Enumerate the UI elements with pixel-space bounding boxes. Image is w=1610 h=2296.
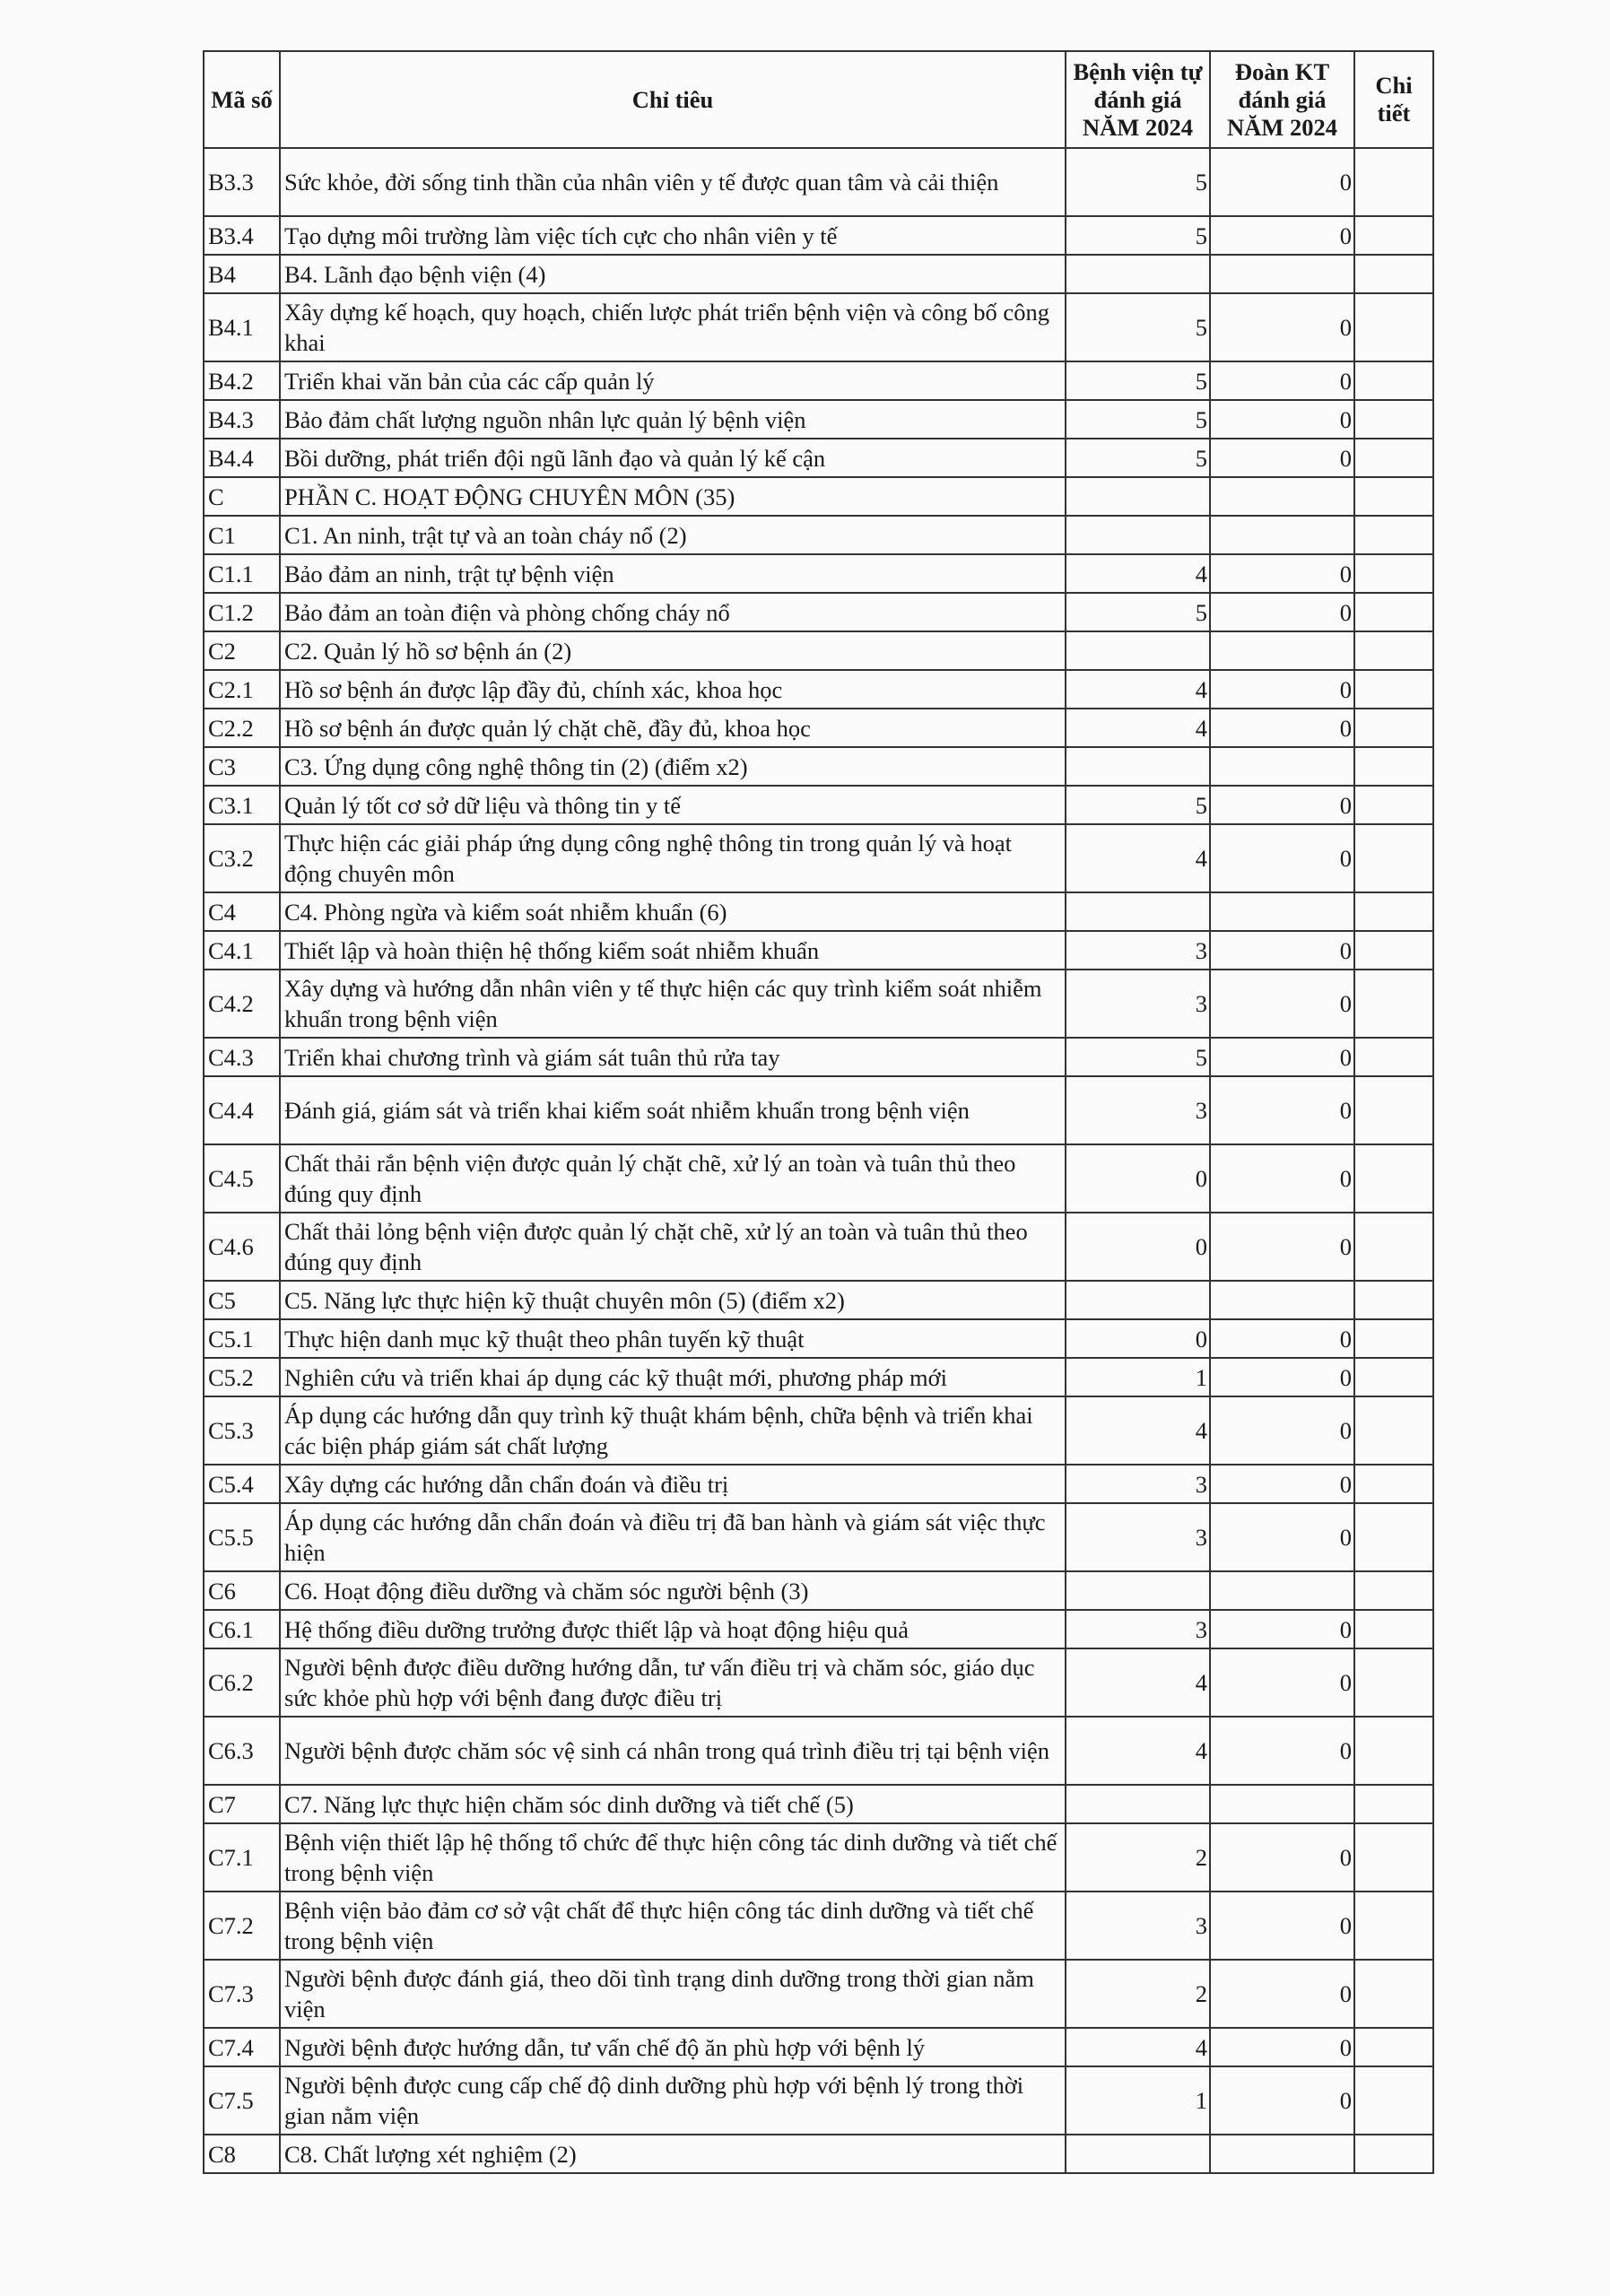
row-code: C6.3: [204, 1717, 280, 1785]
table-row: [204, 670, 1433, 709]
row-benh-vien-score: 3: [1066, 1465, 1210, 1503]
row-name: Hồ sơ bệnh án được quản lý chặt chẽ, đầy đủ, khoa học: [280, 709, 1066, 747]
row-doan-kt-score: 0: [1210, 1144, 1354, 1213]
row-chi-tiet: [1354, 1892, 1433, 1960]
row-doan-kt-score: 0: [1210, 824, 1354, 892]
row-chi-tiet: [1354, 400, 1433, 439]
row-chi-tiet: [1354, 554, 1433, 593]
table-row: [204, 400, 1433, 439]
row-name: Người bệnh được đánh giá, theo dõi tình trạng dinh dưỡng trong thời gian nằm viện: [280, 1960, 1066, 2028]
row-chi-tiet: [1354, 2066, 1433, 2135]
row-doan-kt-score: 0: [1210, 786, 1354, 824]
table-row: [204, 1610, 1433, 1648]
table-row: [204, 1648, 1433, 1717]
row-chi-tiet: [1354, 2135, 1433, 2173]
row-name: Bảo đảm an toàn điện và phòng chống cháy nổ: [280, 593, 1066, 631]
row-chi-tiet: [1354, 1571, 1433, 1610]
row-doan-kt-score: [1210, 1571, 1354, 1610]
row-name: Bệnh viện thiết lập hệ thống tổ chức để thực hiện công tác dinh dưỡng và tiết chế trong bệnh viện: [280, 1823, 1066, 1892]
row-code: C4.2: [204, 970, 280, 1038]
row-doan-kt-score: 0: [1210, 439, 1354, 477]
table-row: [204, 1960, 1433, 2028]
row-doan-kt-score: [1210, 747, 1354, 786]
row-doan-kt-score: 0: [1210, 554, 1354, 593]
row-benh-vien-score: 5: [1066, 786, 1210, 824]
table-row: [204, 148, 1433, 216]
row-doan-kt-score: 0: [1210, 1038, 1354, 1076]
row-doan-kt-score: 0: [1210, 2028, 1354, 2066]
row-doan-kt-score: 0: [1210, 593, 1354, 631]
row-chi-tiet: [1354, 1281, 1433, 1319]
row-benh-vien-score: 5: [1066, 439, 1210, 477]
header-doan-kt: Đoàn KT đánh giá NĂM 2024: [1210, 51, 1354, 148]
row-chi-tiet: [1354, 1213, 1433, 1281]
row-name: Chất thải rắn bệnh viện được quản lý chặt chẽ, xử lý an toàn và tuân thủ theo đúng quy định: [280, 1144, 1066, 1213]
row-benh-vien-score: 0: [1066, 1213, 1210, 1281]
row-name: PHẦN C. HOẠT ĐỘNG CHUYÊN MÔN (35): [280, 477, 1066, 516]
row-doan-kt-score: [1210, 255, 1354, 293]
row-chi-tiet: [1354, 631, 1433, 670]
table-row: [204, 255, 1433, 293]
row-code: B4.2: [204, 361, 280, 400]
row-code: C7.5: [204, 2066, 280, 2135]
row-chi-tiet: [1354, 1076, 1433, 1144]
table-row: [204, 1038, 1433, 1076]
row-benh-vien-score: [1066, 631, 1210, 670]
row-name: Thực hiện danh mục kỹ thuật theo phân tuyến kỹ thuật: [280, 1319, 1066, 1358]
row-doan-kt-score: [1210, 516, 1354, 554]
row-chi-tiet: [1354, 1610, 1433, 1648]
row-code: C: [204, 477, 280, 516]
row-name: Người bệnh được chăm sóc vệ sinh cá nhân trong quá trình điều trị tại bệnh viện: [280, 1717, 1066, 1785]
row-code: C4.1: [204, 931, 280, 970]
header-benh-vien: Bệnh viện tự đánh giá NĂM 2024: [1066, 51, 1210, 148]
table-row: [204, 631, 1433, 670]
row-code: C8: [204, 2135, 280, 2173]
row-code: B3.3: [204, 148, 280, 216]
row-doan-kt-score: 0: [1210, 2066, 1354, 2135]
row-doan-kt-score: 0: [1210, 1396, 1354, 1465]
evaluation-table: [203, 50, 1434, 2174]
table-row: [204, 2028, 1433, 2066]
row-name: Người bệnh được hướng dẫn, tư vấn chế độ ăn phù hợp với bệnh lý: [280, 2028, 1066, 2066]
row-doan-kt-score: 0: [1210, 1076, 1354, 1144]
table-row: [204, 786, 1433, 824]
row-chi-tiet: [1354, 477, 1433, 516]
table-row: [204, 1823, 1433, 1892]
row-code: C1.1: [204, 554, 280, 593]
row-code: C7.2: [204, 1892, 280, 1960]
row-chi-tiet: [1354, 1823, 1433, 1892]
row-chi-tiet: [1354, 255, 1433, 293]
row-chi-tiet: [1354, 516, 1433, 554]
row-code: C3.2: [204, 824, 280, 892]
row-doan-kt-score: 0: [1210, 970, 1354, 1038]
row-chi-tiet: [1354, 709, 1433, 747]
row-benh-vien-score: 5: [1066, 361, 1210, 400]
row-name: Xây dựng các hướng dẫn chẩn đoán và điều trị: [280, 1465, 1066, 1503]
row-code: C5.3: [204, 1396, 280, 1465]
row-benh-vien-score: [1066, 516, 1210, 554]
table-row: [204, 892, 1433, 931]
row-code: B3.4: [204, 216, 280, 255]
row-doan-kt-score: 0: [1210, 400, 1354, 439]
row-chi-tiet: [1354, 824, 1433, 892]
row-benh-vien-score: 0: [1066, 1144, 1210, 1213]
table-row: [204, 1717, 1433, 1785]
row-doan-kt-score: 0: [1210, 1892, 1354, 1960]
row-chi-tiet: [1354, 670, 1433, 709]
row-chi-tiet: [1354, 1465, 1433, 1503]
row-code: C7.4: [204, 2028, 280, 2066]
row-benh-vien-score: 4: [1066, 824, 1210, 892]
row-benh-vien-score: 5: [1066, 400, 1210, 439]
row-code: C4.4: [204, 1076, 280, 1144]
table-row: [204, 824, 1433, 892]
row-doan-kt-score: 0: [1210, 1465, 1354, 1503]
row-chi-tiet: [1354, 1396, 1433, 1465]
row-code: B4.3: [204, 400, 280, 439]
row-benh-vien-score: [1066, 1571, 1210, 1610]
row-name: Quản lý tốt cơ sở dữ liệu và thông tin y tế: [280, 786, 1066, 824]
row-doan-kt-score: 0: [1210, 1648, 1354, 1717]
row-code: B4.1: [204, 293, 280, 361]
row-doan-kt-score: [1210, 1281, 1354, 1319]
row-benh-vien-score: 3: [1066, 931, 1210, 970]
row-chi-tiet: [1354, 1319, 1433, 1358]
row-doan-kt-score: 0: [1210, 709, 1354, 747]
table-row: [204, 747, 1433, 786]
row-doan-kt-score: 0: [1210, 1717, 1354, 1785]
table-row: [204, 1144, 1433, 1213]
row-benh-vien-score: 5: [1066, 216, 1210, 255]
row-chi-tiet: [1354, 970, 1433, 1038]
row-chi-tiet: [1354, 1717, 1433, 1785]
row-doan-kt-score: [1210, 1785, 1354, 1823]
row-doan-kt-score: 0: [1210, 1823, 1354, 1892]
row-chi-tiet: [1354, 1648, 1433, 1717]
row-code: C2: [204, 631, 280, 670]
row-code: C4.3: [204, 1038, 280, 1076]
row-name: Người bệnh được cung cấp chế độ dinh dưỡng phù hợp với bệnh lý trong thời gian nằm viện: [280, 2066, 1066, 2135]
table-row: [204, 516, 1433, 554]
row-benh-vien-score: [1066, 1785, 1210, 1823]
row-name: Áp dụng các hướng dẫn chẩn đoán và điều trị đã ban hành và giám sát việc thực hiện: [280, 1503, 1066, 1571]
row-name: Thực hiện các giải pháp ứng dụng công nghệ thông tin trong quản lý và hoạt động chuyên môn: [280, 824, 1066, 892]
row-code: C2.2: [204, 709, 280, 747]
row-code: C6.1: [204, 1610, 280, 1648]
row-chi-tiet: [1354, 439, 1433, 477]
row-name: Bảo đảm an ninh, trật tự bệnh viện: [280, 554, 1066, 593]
row-code: B4: [204, 255, 280, 293]
row-benh-vien-score: 4: [1066, 1396, 1210, 1465]
row-benh-vien-score: 4: [1066, 554, 1210, 593]
row-name: Bảo đảm chất lượng nguồn nhân lực quản lý bệnh viện: [280, 400, 1066, 439]
row-name: C8. Chất lượng xét nghiệm (2): [280, 2135, 1066, 2173]
row-chi-tiet: [1354, 1503, 1433, 1571]
table-row: [204, 2135, 1433, 2173]
row-chi-tiet: [1354, 216, 1433, 255]
table-row: [204, 477, 1433, 516]
row-code: C1: [204, 516, 280, 554]
row-name: Sức khỏe, đời sống tinh thần của nhân viên y tế được quan tâm và cải thiện: [280, 148, 1066, 216]
row-doan-kt-score: 0: [1210, 1358, 1354, 1396]
row-doan-kt-score: [1210, 477, 1354, 516]
row-chi-tiet: [1354, 786, 1433, 824]
header-ma-so: Mã số: [204, 51, 280, 148]
row-doan-kt-score: [1210, 2135, 1354, 2173]
row-benh-vien-score: [1066, 747, 1210, 786]
row-code: C3.1: [204, 786, 280, 824]
row-doan-kt-score: 0: [1210, 670, 1354, 709]
row-name: Đánh giá, giám sát và triển khai kiểm soát nhiễm khuẩn trong bệnh viện: [280, 1076, 1066, 1144]
row-doan-kt-score: 0: [1210, 931, 1354, 970]
table-row: [204, 1396, 1433, 1465]
row-chi-tiet: [1354, 361, 1433, 400]
row-name: Tạo dựng môi trường làm việc tích cực cho nhân viên y tế: [280, 216, 1066, 255]
table-row: [204, 1785, 1433, 1823]
table-row: [204, 593, 1433, 631]
table-row: [204, 293, 1433, 361]
row-chi-tiet: [1354, 593, 1433, 631]
row-benh-vien-score: [1066, 255, 1210, 293]
table-body: [204, 148, 1433, 2173]
row-doan-kt-score: 0: [1210, 1960, 1354, 2028]
row-name: C1. An ninh, trật tự và an toàn cháy nổ (2): [280, 516, 1066, 554]
row-chi-tiet: [1354, 1144, 1433, 1213]
table-row: [204, 1213, 1433, 1281]
row-code: C7.1: [204, 1823, 280, 1892]
row-benh-vien-score: 5: [1066, 293, 1210, 361]
row-code: C5.2: [204, 1358, 280, 1396]
table-row: [204, 709, 1433, 747]
table-row: [204, 216, 1433, 255]
table-row: [204, 1892, 1433, 1960]
row-name: C2. Quản lý hồ sơ bệnh án (2): [280, 631, 1066, 670]
row-benh-vien-score: 4: [1066, 2028, 1210, 2066]
row-doan-kt-score: [1210, 892, 1354, 931]
header-chi-tiet: Chi tiết: [1354, 51, 1433, 148]
row-name: C7. Năng lực thực hiện chăm sóc dinh dưỡng và tiết chế (5): [280, 1785, 1066, 1823]
row-name: Bồi dưỡng, phát triển đội ngũ lãnh đạo và quản lý kế cận: [280, 439, 1066, 477]
table-header: [204, 51, 1433, 148]
row-name: Nghiên cứu và triển khai áp dụng các kỹ thuật mới, phương pháp mới: [280, 1358, 1066, 1396]
row-code: C1.2: [204, 593, 280, 631]
row-code: C4: [204, 892, 280, 931]
row-name: Người bệnh được điều dưỡng hướng dẫn, tư vấn điều trị và chăm sóc, giáo dục sức khỏe phù hợp với bệnh đang được điều trị: [280, 1648, 1066, 1717]
row-benh-vien-score: 4: [1066, 709, 1210, 747]
row-code: C6: [204, 1571, 280, 1610]
row-benh-vien-score: 5: [1066, 148, 1210, 216]
row-code: C6.2: [204, 1648, 280, 1717]
row-name: C6. Hoạt động điều dưỡng và chăm sóc người bệnh (3): [280, 1571, 1066, 1610]
table-row: [204, 2066, 1433, 2135]
row-doan-kt-score: 0: [1210, 148, 1354, 216]
row-benh-vien-score: 2: [1066, 1960, 1210, 2028]
row-benh-vien-score: 3: [1066, 1503, 1210, 1571]
table-row: [204, 439, 1433, 477]
row-name: Hồ sơ bệnh án được lập đầy đủ, chính xác, khoa học: [280, 670, 1066, 709]
row-code: C4.6: [204, 1213, 280, 1281]
row-benh-vien-score: 3: [1066, 1610, 1210, 1648]
row-name: Áp dụng các hướng dẫn quy trình kỹ thuật khám bệnh, chữa bệnh và triển khai các biện pháp giám sát chất lượng: [280, 1396, 1066, 1465]
row-name: B4. Lãnh đạo bệnh viện (4): [280, 255, 1066, 293]
row-benh-vien-score: [1066, 2135, 1210, 2173]
table-row: [204, 361, 1433, 400]
row-benh-vien-score: 4: [1066, 670, 1210, 709]
row-doan-kt-score: 0: [1210, 1319, 1354, 1358]
row-doan-kt-score: 0: [1210, 293, 1354, 361]
row-benh-vien-score: 1: [1066, 2066, 1210, 2135]
row-code: C7: [204, 1785, 280, 1823]
row-chi-tiet: [1354, 931, 1433, 970]
row-code: C5.1: [204, 1319, 280, 1358]
row-name: Xây dựng và hướng dẫn nhân viên y tế thực hiện các quy trình kiểm soát nhiễm khuẩn trong bệnh viện: [280, 970, 1066, 1038]
row-name: C3. Ứng dụng công nghệ thông tin (2) (điểm x2): [280, 747, 1066, 786]
row-doan-kt-score: 0: [1210, 361, 1354, 400]
row-doan-kt-score: [1210, 631, 1354, 670]
row-name: Triển khai văn bản của các cấp quản lý: [280, 361, 1066, 400]
row-name: Bệnh viện bảo đảm cơ sở vật chất để thực hiện công tác dinh dưỡng và tiết chế trong bệnh viện: [280, 1892, 1066, 1960]
row-benh-vien-score: 5: [1066, 593, 1210, 631]
row-doan-kt-score: 0: [1210, 1213, 1354, 1281]
row-code: C5.5: [204, 1503, 280, 1571]
row-benh-vien-score: [1066, 1281, 1210, 1319]
table-row: [204, 1358, 1433, 1396]
table-row: [204, 1571, 1433, 1610]
row-benh-vien-score: 5: [1066, 1038, 1210, 1076]
row-code: B4.4: [204, 439, 280, 477]
row-code: C7.3: [204, 1960, 280, 2028]
row-benh-vien-score: 4: [1066, 1648, 1210, 1717]
row-chi-tiet: [1354, 1358, 1433, 1396]
table-row: [204, 1465, 1433, 1503]
table-row: [204, 1503, 1433, 1571]
row-name: Triển khai chương trình và giám sát tuân thủ rửa tay: [280, 1038, 1066, 1076]
table-row: [204, 554, 1433, 593]
row-doan-kt-score: 0: [1210, 216, 1354, 255]
row-code: C2.1: [204, 670, 280, 709]
row-name: C4. Phòng ngừa và kiểm soát nhiễm khuẩn (6): [280, 892, 1066, 931]
table-row: [204, 1076, 1433, 1144]
row-code: C5.4: [204, 1465, 280, 1503]
row-chi-tiet: [1354, 1038, 1433, 1076]
row-benh-vien-score: 2: [1066, 1823, 1210, 1892]
table-row: [204, 931, 1433, 970]
table-row: [204, 970, 1433, 1038]
row-name: Chất thải lỏng bệnh viện được quản lý chặt chẽ, xử lý an toàn và tuân thủ theo đúng quy định: [280, 1213, 1066, 1281]
row-name: C5. Năng lực thực hiện kỹ thuật chuyên môn (5) (điểm x2): [280, 1281, 1066, 1319]
row-benh-vien-score: 0: [1066, 1319, 1210, 1358]
row-code: C5: [204, 1281, 280, 1319]
row-chi-tiet: [1354, 747, 1433, 786]
row-benh-vien-score: 3: [1066, 970, 1210, 1038]
row-chi-tiet: [1354, 293, 1433, 361]
table-row: [204, 1281, 1433, 1319]
row-chi-tiet: [1354, 1960, 1433, 2028]
row-chi-tiet: [1354, 148, 1433, 216]
row-chi-tiet: [1354, 892, 1433, 931]
row-benh-vien-score: 3: [1066, 1892, 1210, 1960]
row-benh-vien-score: 3: [1066, 1076, 1210, 1144]
row-name: Thiết lập và hoàn thiện hệ thống kiểm soát nhiễm khuẩn: [280, 931, 1066, 970]
row-code: C3: [204, 747, 280, 786]
row-name: Hệ thống điều dưỡng trưởng được thiết lập và hoạt động hiệu quả: [280, 1610, 1066, 1648]
row-chi-tiet: [1354, 2028, 1433, 2066]
table-row: [204, 1319, 1433, 1358]
row-benh-vien-score: 4: [1066, 1717, 1210, 1785]
row-doan-kt-score: 0: [1210, 1610, 1354, 1648]
row-benh-vien-score: 1: [1066, 1358, 1210, 1396]
row-benh-vien-score: [1066, 477, 1210, 516]
row-name: Xây dựng kế hoạch, quy hoạch, chiến lược phát triển bệnh viện và công bố công khai: [280, 293, 1066, 361]
row-doan-kt-score: 0: [1210, 1503, 1354, 1571]
header-chi-tieu: Chỉ tiêu: [280, 51, 1066, 148]
row-chi-tiet: [1354, 1785, 1433, 1823]
row-benh-vien-score: [1066, 892, 1210, 931]
row-code: C4.5: [204, 1144, 280, 1213]
